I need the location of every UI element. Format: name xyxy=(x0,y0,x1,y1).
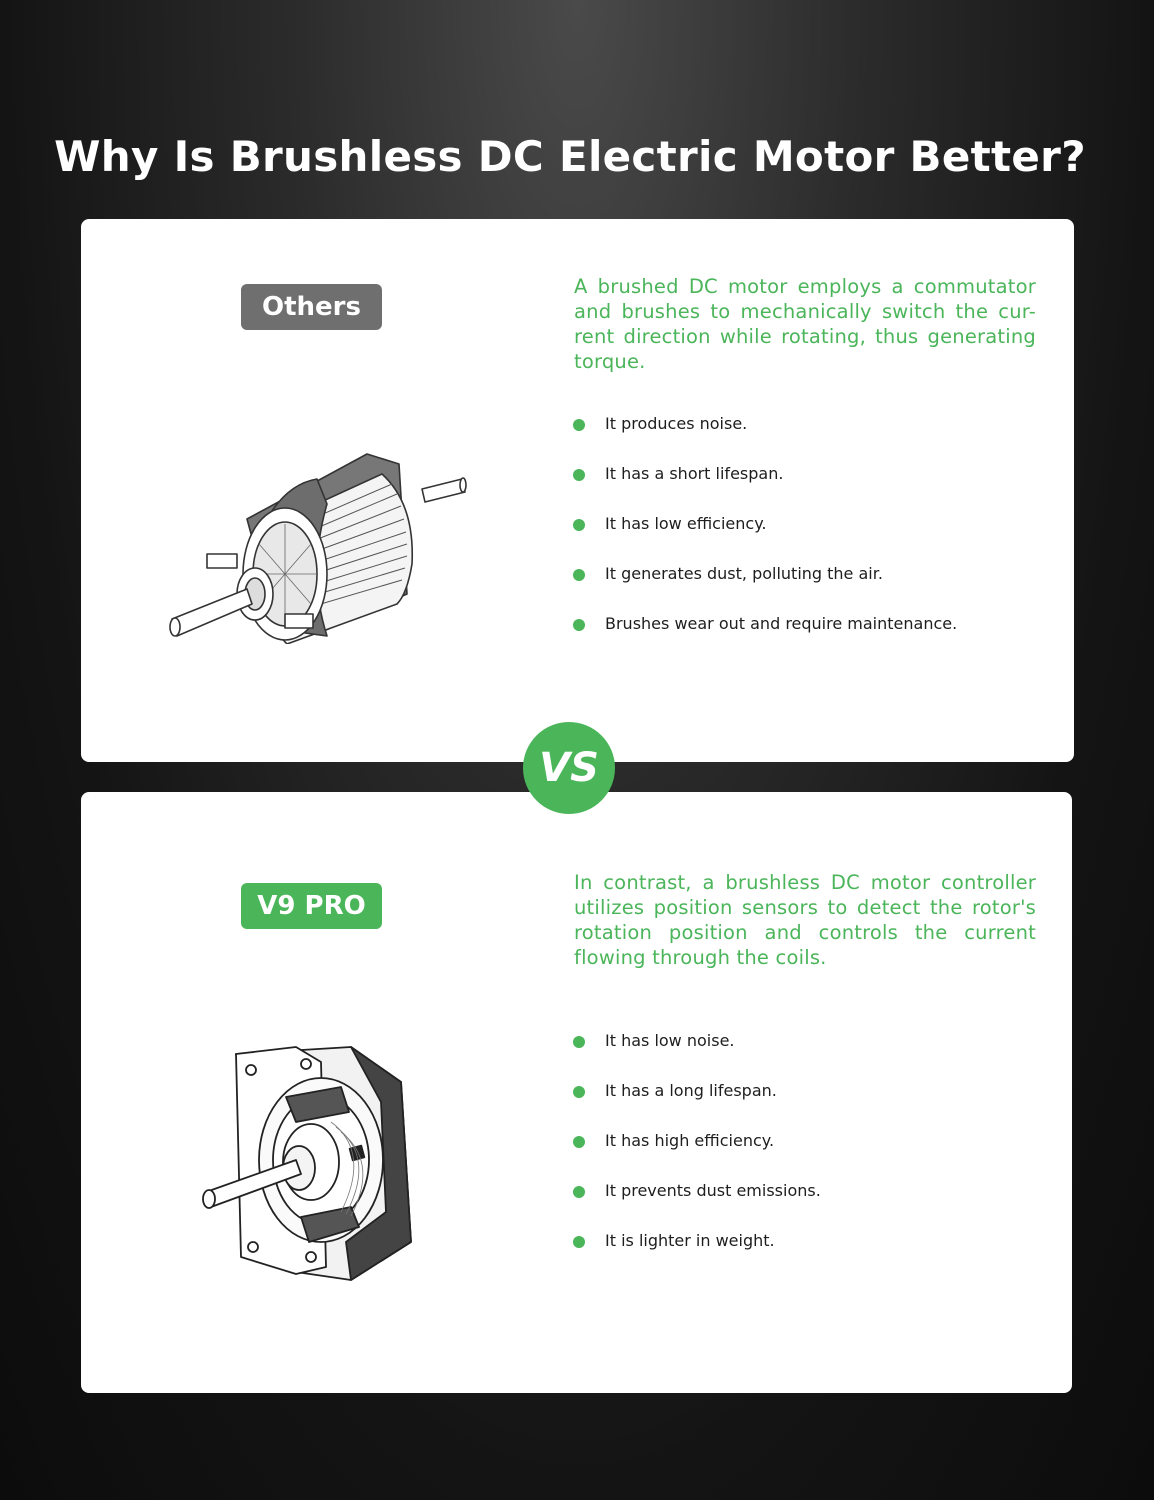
bullet-dot xyxy=(573,569,585,581)
v9pro-card xyxy=(81,792,1072,1393)
brushless-motor-icon xyxy=(201,1042,421,1282)
vs-badge: VS xyxy=(523,722,615,814)
others-card xyxy=(81,219,1074,762)
bullet-dot xyxy=(573,1186,585,1198)
list-item xyxy=(571,413,957,463)
list-item xyxy=(571,1230,821,1280)
point-text: It has low noise. xyxy=(605,1031,735,1050)
list-item xyxy=(571,463,957,513)
point-text: It has a short lifespan. xyxy=(605,464,784,483)
bullet-dot xyxy=(573,1086,585,1098)
list-item xyxy=(571,513,957,563)
bullet-dot xyxy=(573,1236,585,1248)
bullet-dot xyxy=(573,619,585,631)
v9pro-points-list xyxy=(571,1030,821,1280)
bullet-dot xyxy=(573,1136,585,1148)
list-item xyxy=(571,1030,821,1080)
others-badge: Others xyxy=(241,284,382,330)
point-text: It has high efficiency. xyxy=(605,1131,775,1150)
others-points-list xyxy=(571,413,957,663)
point-text: It generates dust, polluting the air. xyxy=(605,564,883,583)
list-item xyxy=(571,1180,821,1230)
list-item xyxy=(571,613,957,663)
v9pro-badge: V9 PRO xyxy=(241,883,382,929)
point-text: It produces noise. xyxy=(605,414,748,433)
page-title: Why Is Brushless DC Electric Motor Better? xyxy=(54,132,1086,181)
point-text: It prevents dust emissions. xyxy=(605,1181,821,1200)
list-item xyxy=(571,1130,821,1180)
bullet-dot xyxy=(573,1036,585,1048)
point-text: It is lighter in weight. xyxy=(605,1231,775,1250)
point-text: It has a long lifespan. xyxy=(605,1081,777,1100)
bullet-dot xyxy=(573,519,585,531)
list-item xyxy=(571,563,957,613)
brushed-motor-icon xyxy=(167,444,467,644)
point-text: It has low efficiency. xyxy=(605,514,767,533)
list-item xyxy=(571,1080,821,1130)
point-text: Brushes wear out and require maintenance. xyxy=(605,614,958,633)
v9pro-description: In contrast, a brushless DC motor controller utilizes position sensors to detect the rotor's rotation position and controls the current flowing through the coils. xyxy=(574,871,1036,969)
bullet-dot xyxy=(573,419,585,431)
bullet-dot xyxy=(573,469,585,481)
others-description: A brushed DC motor employs a commutator and brushes to mechanically switch the cur-rent direction while rotating, thus generating torque. xyxy=(574,275,1036,373)
